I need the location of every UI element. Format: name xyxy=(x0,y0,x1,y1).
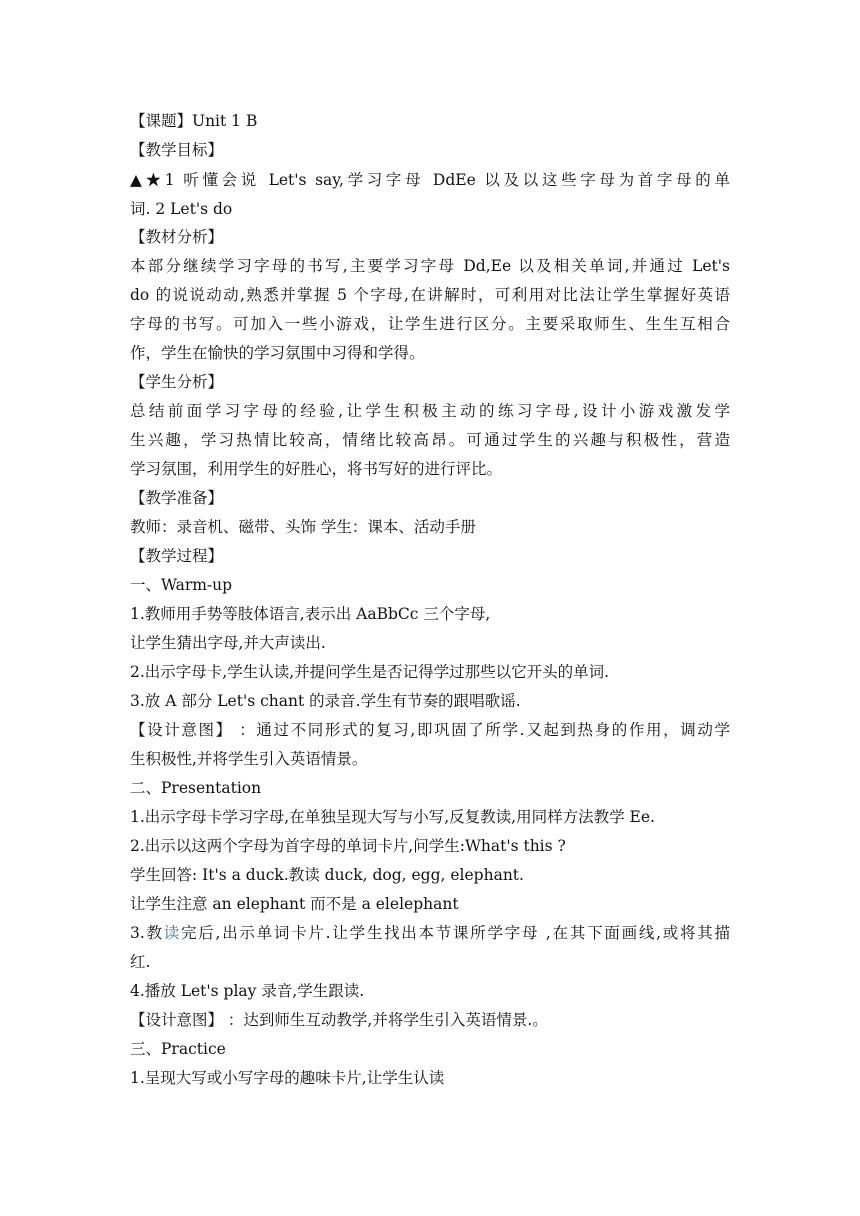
process-heading: 【教学过程】 xyxy=(130,547,224,565)
presentation-intent: 【设计意图】 ：达到师生互动教学,并将学生引入英语情景.。 xyxy=(130,1011,548,1029)
material-paragraph-line: 本部分继续学习字母的书写,主要学习字母 Dd,Ee 以及相关单词,并通过 Let's xyxy=(130,257,730,275)
presentation-step: 学生回答: It's a duck.教读 duck, dog, egg, elephant. xyxy=(130,866,524,884)
warmup-step: 2.出示字母卡,学生认读,并提问学生是否记得学过那些以它开头的单词. xyxy=(130,663,610,681)
presentation-step xyxy=(130,923,730,943)
practice-step: 1.呈现大写或小写字母的趣味卡片,让学生认读 xyxy=(130,1069,445,1087)
step-prefix: 3.教 xyxy=(130,924,164,942)
warmup-intent: 生积极性,并将学生引入英语情景。 xyxy=(130,750,368,768)
warmup-step: 让学生猜出字母,并大声读出. xyxy=(130,634,326,652)
student-heading: 【学生分析】 xyxy=(130,373,224,391)
student-paragraph-line: 总结前面学习字母的经验,让学生积极主动的练习字母,设计小游戏激发学 xyxy=(130,402,730,420)
presentation-step: 让学生注意 an elephant 而不是 a elelephant xyxy=(130,895,459,913)
material-paragraph-line: 作，学生在愉快的学习氛围中习得和学得。 xyxy=(130,344,425,362)
practice-heading: 三、Practice xyxy=(130,1040,226,1058)
student-paragraph-line: 生兴趣，学习热情比较高，情绪比较高昂。可通过学生的兴趣与积极性，营造 xyxy=(130,431,730,449)
prep-line: 教师：录音机、磁带、头饰 学生：课本、活动手册 xyxy=(130,518,476,536)
presentation-step: 2.出示以这两个字母为首字母的单词卡片,问学生:What's this ? xyxy=(130,837,566,855)
warmup-intent: 【设计意图】 ：通过不同形式的复习,即巩固了所学.又起到热身的作用，调动学 xyxy=(130,721,730,739)
presentation-step: 4.播放 Let's play 录音,学生跟读. xyxy=(130,982,365,1000)
presentation-heading: 二、Presentation xyxy=(130,779,262,797)
warmup-step: 3.放 A 部分 Let's chant 的录音.学生有节奏的跟唱歌谣. xyxy=(130,692,521,710)
warmup-heading: 一、Warm-up xyxy=(130,576,233,594)
highlighted-word: 读 xyxy=(163,924,182,942)
material-paragraph-line: 字母的书写。可加入一些小游戏，让学生进行区分。主要采取师生、生生互相合 xyxy=(130,315,730,333)
lesson-title: 【课题】Unit 1 B xyxy=(130,112,258,130)
presentation-step: 红. xyxy=(130,953,151,971)
student-paragraph-line: 学习氛围，利用学生的好胜心，将书写好的进行评比。 xyxy=(130,460,503,478)
material-heading: 【教材分析】 xyxy=(130,228,224,246)
warmup-step: 1.教师用手势等肢体语言,表示出 AaBbCc 三个字母, xyxy=(130,605,491,623)
presentation-step: 1.出示字母卡学习字母,在单独呈现大写与小写,反复教读,用同样方法教学 Ee. xyxy=(130,808,655,826)
prep-heading: 【教学准备】 xyxy=(130,489,224,507)
step-rest: 完后,出示单词卡片.让学生找出本节课所学字母 ,在其下面画线,或将其描 xyxy=(181,924,730,942)
goals-line-1: ▲★1 听懂会说 Let's say,学习字母 DdEe 以及以这些字母为首字母的单 xyxy=(130,171,730,189)
goals-line-2: 词. 2 Let's do xyxy=(130,200,233,218)
material-paragraph-line: do 的说说动动,熟悉并掌握 5 个字母,在讲解时，可利用对比法让学生掌握好英语 xyxy=(130,286,730,304)
goals-heading: 【教学目标】 xyxy=(130,141,224,159)
